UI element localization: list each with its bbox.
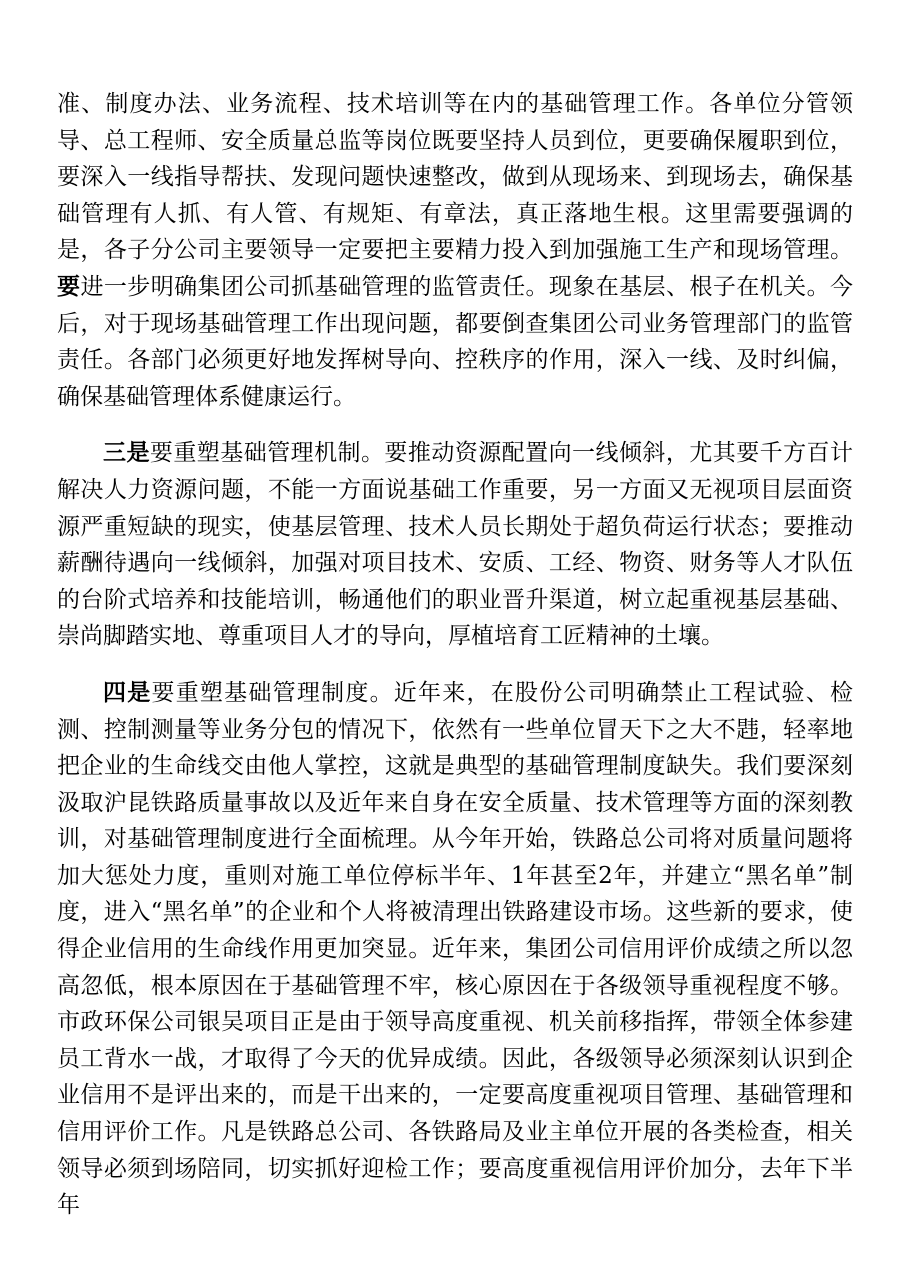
paragraph-text: 要重塑基础管理制度。近年来，在股份公司明确禁止工程试验、检测、控制测量等业务分包的情况下，依然有一些单位冒天下之大不韪，轻率地把企业的生命线交由他人掌控，这就是典型的基础管理制度缺失。我们要深刻汲取沪昆铁路质量事故以及近年来自身在安全质量、技术管理等方面的深刻教训，对基础管理制度进行全面梳理。从今年开始，铁路总公司将对质量问题将加大惩处力度，重则对施工单位停标半年、1年甚至2年，并建立“黑名单”制度，进入“黑名单”的企业和个人将被清理出铁路建设市场。这些新的要求，使得企业信用的生命线作用更加突显。近年来，集团公司信用评价成绩之所以忽高忽低，根本原因在于基础管理不牢，核心原因在于各级领导重视程度不够。市政环保公司银吴项目正是由于领导高度重视、机关前移指挥，带领全体参建员工背水一战，才取得了今天的优异成绩。因此，各级领导必须深刻认识到企业信用不是评出来的，而是干出来的，一定要高度重视项目管理、基础管理和信用评价工作。凡是铁路总公司、各铁路局及业主单位开展的各类检查，相关领导必须到场陪同，切实抓好迎检工作；要高度重视信用评价加分，去年下半年 [57,679,854,1219]
paragraph-text: 要重塑基础管理机制。要推动资源配置向一线倾斜，尤其要千方百计解决人力资源问题，不能一方面说基础工作重要，另一方面又无视项目层面资源严重短缺的现实，使基层管理、技术人员长期处于超负荷运行状态；要推动薪酬待遇向一线倾斜，加强对项目技术、安质、工经、物资、财务等人才队伍的台阶式培养和技能培训，畅通他们的职业晋升渠道，树立起重视基层基础、崇尚脚踏实地、尊重项目人才的导向，厚植培育工匠精神的土壤。 [57,440,854,650]
paragraph-base-management-responsibility [57,86,853,415]
point-heading: 三是 [103,439,150,467]
emphasis-text: 要 [57,272,81,300]
point-heading: 四是 [103,678,152,706]
paragraph-text: 准、制度办法、业务流程、技术培训等在内的基础管理工作。各单位分管领导、总工程师、安全质量总监等岗位既要坚持人员到位，更要确保履职到位，要深入一线指导帮扶、发现问题快速整改，做到从现场来、到现场去，确保基础管理有人抓、有人管、有规矩、有章法，真正落地生根。这里需要强调的是，各子分公司主要领导一定要把主要精力投入到加强施工生产和现场管理。 [57,91,853,264]
document-body [57,86,853,1224]
paragraph-point-four-system [57,675,853,1224]
paragraph-point-three-mechanism [57,435,853,655]
paragraph-text: 进一步明确集团公司抓基础管理的监管责任。现象在基层、根子在机关。今后，对于现场基础管理工作出现问题，都要倒查集团公司业务管理部门的监管责任。各部门必须更好地发挥树导向、控秩序的作用，深入一线、及时纠偏，确保基础管理体系健康运行。 [57,273,854,410]
